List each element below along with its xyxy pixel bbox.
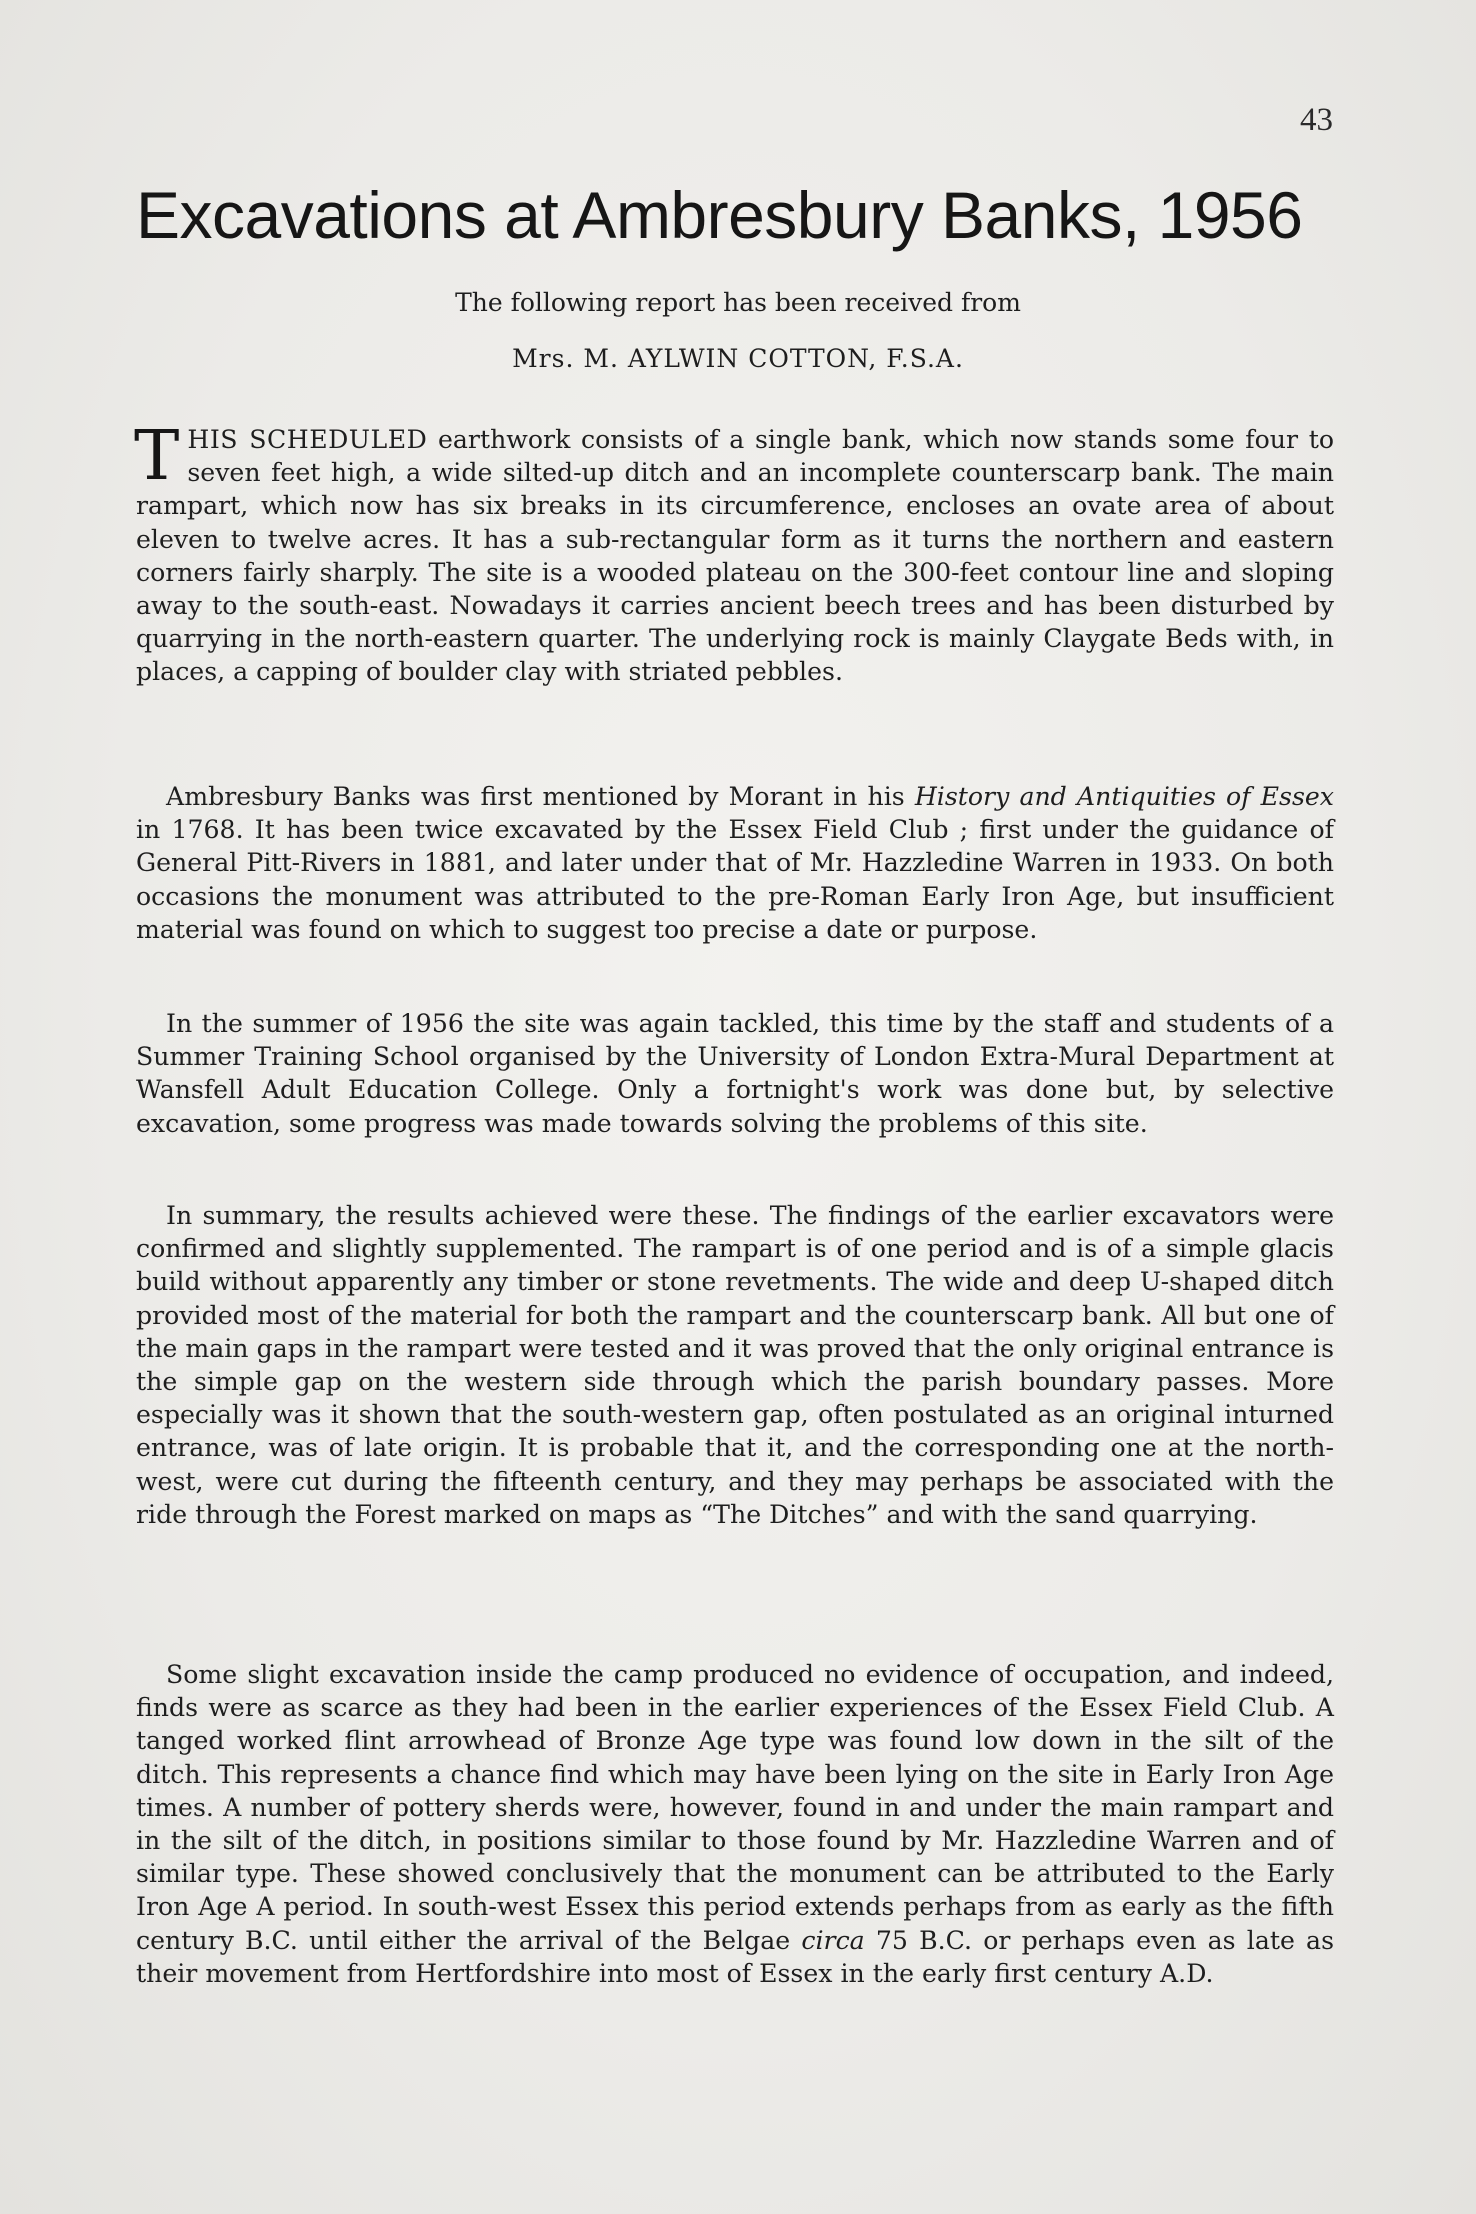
- paragraph-1-text: earthwork consists of a single bank, which now stands some four to seven feet high, a wide silted-up ditch and an incomplete counterscarp bank. The main rampart, which now has six breaks in its circumference, encloses an ovate area of about eleven to twelve acres. It has a sub-rectangular form as it turns the northern and eastern corners fairly sharply. The site is a wooded plateau on the 300-feet contour line and sloping away to the south-east. Nowadays it carries ancient beech trees and has been disturbed by quarrying in the north-eastern quarter. The underlying rock is mainly Claygate Beds with, in places, a capping of boulder clay with striated pebbles.: [136, 425, 1334, 687]
- paragraph-2-text-a: Ambresbury Banks was first mentioned by Morant in his: [166, 782, 915, 811]
- paragraph-5-text-a: Some slight excavation inside the camp produced no evidence of occupation, and indeed, finds were as scarce as they had been in the earlier experiences of the Essex Field Club. A tanged worked flint arrowhead of Bronze Age type was found low down in the silt of the ditch. This represents a chance find which may have been lying on the site in Early Iron Age times. A number of pottery sherds were, however, found in and under the main rampart and in the silt of the ditch, in positions similar to those found by Mr. Hazzledine Warren and of similar type. These showed conclusively that the monument can be attributed to the Early Iron Age A period. In south-west Essex this period extends perhaps from as early as the fifth century B.C. until either the arrival of the Belgae: [136, 1660, 1334, 1955]
- paragraph-1: [134, 417, 1334, 689]
- author-line: Mrs. M. AYLWIN COTTON, F.S.A.: [512, 344, 964, 373]
- drop-cap: T: [134, 417, 180, 496]
- page-number: 43: [1300, 102, 1333, 138]
- paragraph-2: [136, 780, 1334, 946]
- paragraph-3: In the summer of 1956 the site was again tackled, this time by the staff and students of a Summer Training School organised by the University of London Extra-Mural Department at Wansfell Adult Education College. Only a fortnight's work was done but, by selective excavation, some progress was made towards solving the problems of this site.: [136, 1009, 1334, 1138]
- paragraph-2-text-b: in 1768. It has been twice excavated by the Essex Field Club ; first under the guidance of General Pitt-Rivers in 1881, and later under that of Mr. Hazzledine Warren in 1933. On both occasions the monument was attributed to the pre-Roman Early Iron Age, but insufficient material was found on which to suggest too precise a date or purpose.: [136, 815, 1334, 944]
- paragraph-5: [136, 1658, 1334, 1990]
- article-title: Excavations at Ambresbury Banks, 1956: [136, 178, 1303, 252]
- report-intro: The following report has been received from: [455, 288, 1021, 317]
- circa-italic: circa: [801, 1925, 865, 1955]
- smallcaps-lead: HIS SCHEDULED: [187, 425, 428, 454]
- paragraph-5-text-b: 75 B.C. or perhaps even as late as their movement from Hertfordshire into most of Essex in the early first century A.D.: [136, 1925, 1335, 1988]
- book-title-italic: History and Antiquities of Essex: [914, 782, 1334, 811]
- paragraph-4: In summary, the results achieved were these. The findings of the earlier excavators were confirmed and slightly supplemented. The rampart is of one period and is of a simple glacis build without apparently any timber or stone revetments. The wide and deep U-shaped ditch provided most of the material for both the rampart and the counterscarp bank. All but one of the main gaps in the rampart were tested and it was proved that the only original entrance is the simple gap on the western side through which the parish boundary passes. More especially was it shown that the south-western gap, often postulated as an original inturned entrance, was of late origin. It is probable that it, and the corresponding one at the north-west, were cut during the fifteenth century, and they may perhaps be associated with the ride through the Forest marked on maps as “The Ditches” and with the sand quarrying.: [136, 1201, 1334, 1529]
